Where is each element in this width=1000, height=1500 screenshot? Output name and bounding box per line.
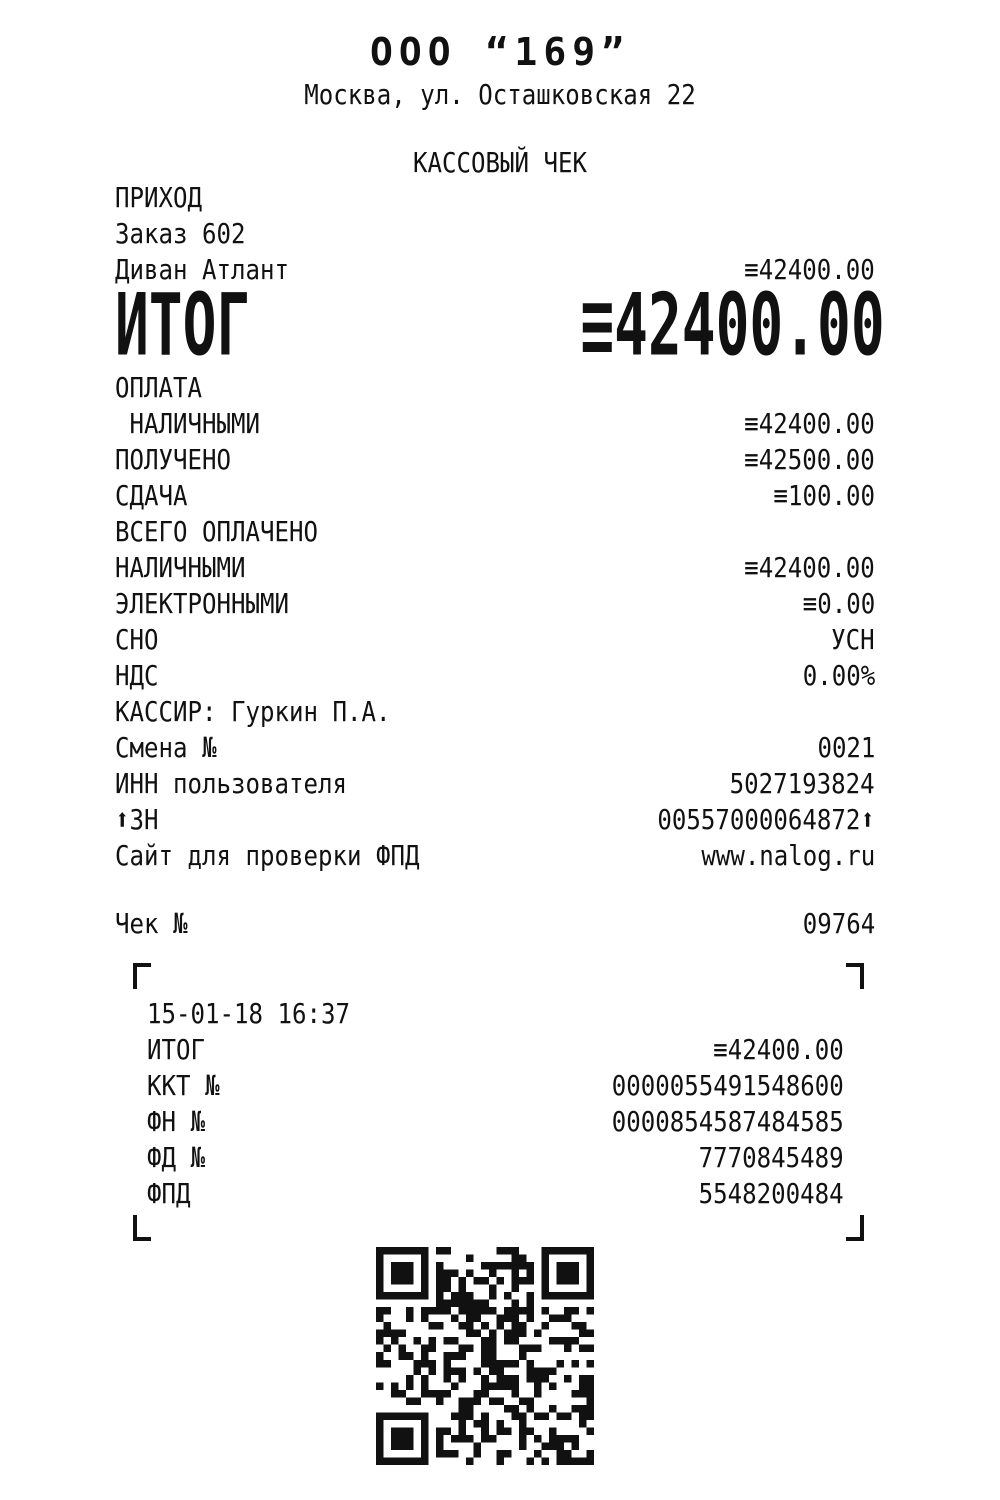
fd-value: 7770845489 [699,1141,844,1174]
kkt-value: 0000055491548600 [612,1069,844,1102]
qr-code-icon [376,1247,594,1465]
tax-system-row [115,622,875,658]
fn-label: ФН № [147,1105,205,1138]
paid-cash-row [115,550,875,586]
inn-label: ИНН пользователя [115,767,347,800]
received-row [115,442,875,478]
tax-system-label: СНО [115,623,159,656]
fiscal-datetime-row [147,996,844,1032]
fiscal-datetime: 15-01-18 16:37 [147,997,350,1030]
fd-label: ФД № [147,1141,205,1174]
cashier-row [115,694,875,730]
payment-label: ОПЛАТА [115,371,202,404]
bracket-corner-top-left-icon [133,963,151,989]
order-row [115,216,875,252]
site-label: Сайт для проверки ФПД [115,839,420,872]
shift-value: 0021 [817,731,875,764]
site-row [115,838,875,874]
paid-cash-label: НАЛИЧНЫМИ [115,551,246,584]
operation-label: ПРИХОД [115,181,202,214]
check-value: 09764 [802,907,875,940]
payment-row [115,370,875,406]
change-label: СДАЧА [115,479,188,512]
total-label: ИТОГ [115,276,251,376]
check-row [115,906,875,942]
total-value: ≡42400.00 [580,276,885,376]
paid-cash-value: ≡42400.00 [744,551,875,584]
item-name: Диван Атлант [115,253,289,286]
organization-name: ООО “169” [370,30,630,74]
cash-row [115,406,875,442]
fpd-value: 5548200484 [699,1177,844,1210]
fiscal-total-value: ≡42400.00 [713,1033,844,1066]
inn-row [115,766,875,802]
zn-row [115,802,875,838]
paid-total-row [115,514,875,550]
fiscal-total-label: ИТОГ [147,1033,205,1066]
paid-total-label: ВСЕГО ОПЛАЧЕНО [115,515,318,548]
bracket-corner-top-right-icon [846,963,864,989]
shift-label: Смена № [115,731,217,764]
total-row [115,276,885,376]
received-label: ПОЛУЧЕНО [115,443,231,476]
vat-row [115,658,875,694]
bracket-corner-bottom-left-icon [133,1215,151,1241]
fpd-row [147,1176,844,1212]
kkt-row [147,1068,844,1104]
inn-value: 5027193824 [730,767,875,800]
document-title: КАССОВЫЙ ЧЕК [413,146,587,179]
organization-address: Москва, ул. Осташковская 22 [304,78,696,111]
received-value: ≡42500.00 [744,443,875,476]
fpd-label: ФПД [147,1177,191,1210]
check-label: Чек № [115,907,188,940]
cash-label: НАЛИЧНЫМИ [115,407,260,440]
bracket-corner-bottom-right-icon [846,1215,864,1241]
paid-electronic-label: ЭЛЕКТРОННЫМИ [115,587,289,620]
zn-label: ⬆ЗН [115,803,159,836]
cash-value: ≡42400.00 [744,407,875,440]
site-value: www.nalog.ru [701,839,875,872]
vat-label: НДС [115,659,159,692]
vat-value: 0.00% [802,659,875,692]
kkt-label: ККТ № [147,1069,220,1102]
fiscal-total-row [147,1032,844,1068]
zn-value: 00557000064872⬆ [657,803,875,836]
fn-value: 0000854587484585 [612,1105,844,1138]
fn-row [147,1104,844,1140]
item-price: ≡42400.00 [744,253,875,286]
fd-row [147,1140,844,1176]
paid-electronic-value: ≡0.00 [802,587,875,620]
cashier-label: КАССИР: Гуркин П.А. [115,695,391,728]
tax-system-value: УСН [831,623,875,656]
order-label: Заказ 602 [115,217,246,250]
operation-row [115,180,875,216]
paid-electronic-row [115,586,875,622]
change-row [115,478,875,514]
change-value: ≡100.00 [773,479,875,512]
shift-row [115,730,875,766]
